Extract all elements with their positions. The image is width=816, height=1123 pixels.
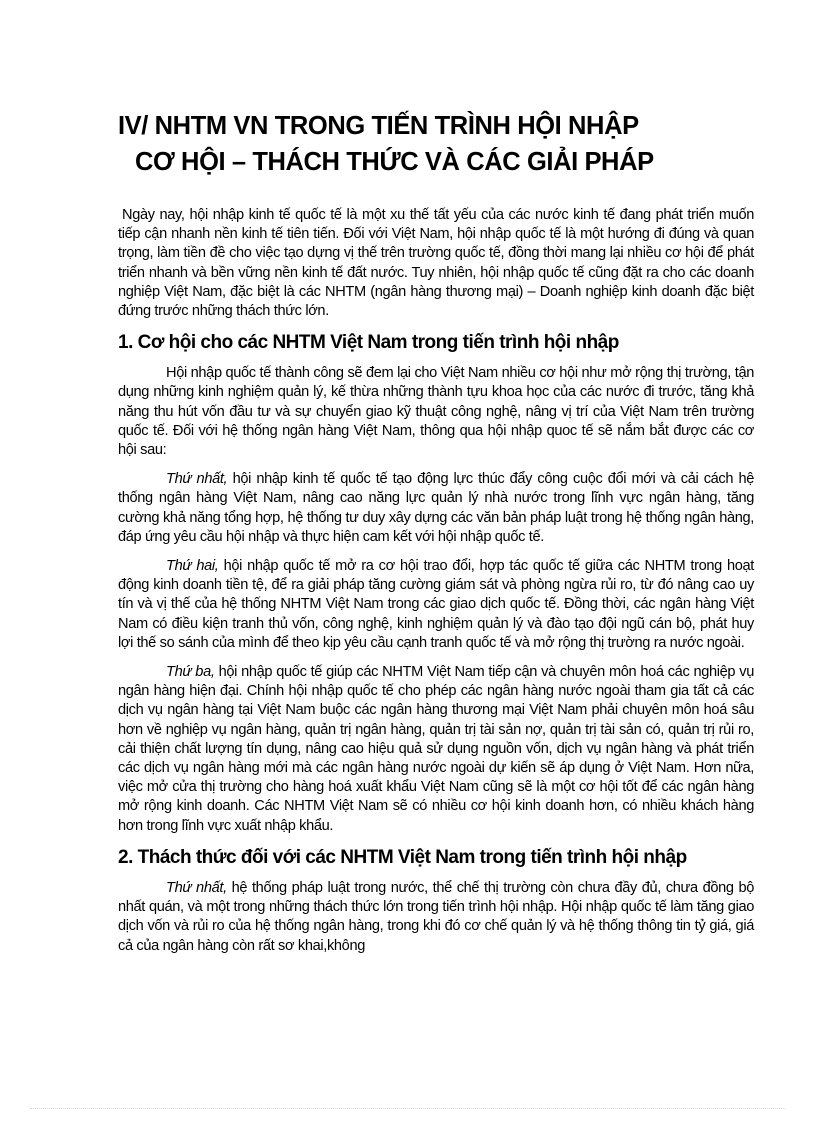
document-body bbox=[118, 206, 754, 956]
section-1-paragraph-1: Hội nhập quốc tế thành công sẽ đem lại cho Việt Nam nhiều cơ hội như mở rộng thị trường, tận dụng những kinh nghiệm quản lý, kế thừa những thành tựu khoa học của các nước đi trước, tăng khả năng thu hút vốn đầu tư và sự chuyển giao kỹ thuật công nghệ, nâng vị trí của Việt Nam trên trường quốc tế. Đối với hệ thống ngân hàng Việt Nam, thông qua hội nhập quoc tế sẽ nắm bắt được các cơ hội sau: bbox=[118, 365, 754, 459]
title-line-1: IV/ NHTM VN TRONG TIẾN TRÌNH HỘI NHẬP bbox=[118, 112, 639, 140]
section-1-paragraph-2 bbox=[118, 470, 754, 547]
paragraph-lead: Thứ ba, bbox=[166, 664, 215, 681]
paragraph-text: hội nhập quốc tế giúp các NHTM Việt Nam tiếp cận và chuyên môn hoá các nghiệp vụ ngân hàng hiện đại. Chính hội nhập quốc tế cho phép các ngân hàng nước ngoài tham gia tất cả các dịch vụ ngân hàng tại Việt Nam buộc các ngân hàng thương mại Việt Nam phải chuyên môn hoá sâu hơn về nghiệp vụ ngân hàng, quản trị ngân hàng, quản trị tài sản nợ, quản trị tài sản có, quản trị rủi ro, cải thiện chất lượng tín dụng, nâng cao hiệu quả sử dụng nguồn vốn, dịch vụ ngân hàng và phát triển các dịch vụ ngân hàng mới mà các ngân hàng nước ngoài dự kiến sẽ áp dụng ở Việt Nam. Hơn nữa, việc mở cửa thị trường cho hàng hoá xuất khẩu Việt Nam cũng sẽ là một cơ hội tốt để các ngân hàng mở rộng kinh doanh. Các NHTM Việt Nam sẽ có nhiều cơ hội kinh doanh hơn, có nhiều khách hàng hơn trong lĩnh vực xuất nhập khẩu. bbox=[118, 664, 754, 834]
section-1-paragraph-4 bbox=[118, 663, 754, 836]
paragraph-text: hội nhập quốc tế mở ra cơ hội trao đổi, hợp tác quốc tế giữa các NHTM trong hoạt động kinh doanh tiền tệ, để ra giải pháp tăng cường giám sát và phòng ngừa rủi ro, từ đó nâng cao uy tín và vị thế của hệ thống NHTM Việt Nam trong các giao dịch quốc tế. Đồng thời, các ngân hàng Việt Nam có điều kiện tranh thủ vốn, công nghệ, kinh nghiệm quản lý và đào tạo đội ngũ cán bộ, phát huy lợi thế so sánh của mình để theo kịp yêu cầu cạnh tranh quốc tế và mở rộng thị trường ra nước ngoài. bbox=[118, 558, 754, 651]
section-2-paragraph-1 bbox=[118, 879, 754, 956]
section-1-paragraph-3 bbox=[118, 557, 754, 653]
title-line-2: CƠ HỘI – THÁCH THỨC VÀ CÁC GIẢI PHÁP bbox=[135, 148, 654, 176]
document-title bbox=[118, 108, 718, 180]
paragraph-lead: Thứ hai, bbox=[166, 558, 219, 575]
intro-paragraph: Ngày nay, hội nhập kinh tế quốc tế là một xu thế tất yếu của các nước kinh tế đang phát triển muốn tiếp cận nhanh nền kinh tế tiên tiến. Đối với Việt Nam, hội nhập quốc tế là một hướng đi đúng và quan trọng, làm tiền đề cho việc tạo dựng vị thế trên trường quốc tế, đồng thời mang lại nhiều cơ hội để phát triển nhanh và bền vững nền kinh tế đất nước. Tuy nhiên, hội nhập quốc tế cũng đặt ra cho các doanh nghiệp Việt Nam, đặc biệt là các NHTM (ngân hàng thương mại) – Doanh nghiệp kinh doanh đặc biệt đứng trước những thách thức lớn. bbox=[118, 207, 754, 320]
paragraph-lead: Thứ nhất, bbox=[166, 471, 228, 488]
page-bottom-divider bbox=[30, 1108, 786, 1109]
paragraph-text: hội nhập kinh tế quốc tế tạo động lực thúc đẩy công cuộc đổi mới và cải cách hệ thống ngân hàng Việt Nam, nâng cao năng lực quản lý nhà nước trong lĩnh vực ngân hàng, tăng cường khả năng tổng hợp, hệ thống tư duy xây dựng các văn bản pháp luật trong hệ thống ngân hàng, đáp ứng yêu cầu hội nhập và thực hiện cam kết với hội nhập quốc tế. bbox=[118, 471, 754, 545]
paragraph-lead: Thứ nhất, bbox=[166, 879, 227, 896]
section-2-heading: 2. Thách thức đối với các NHTM Việt Nam trong tiến trình hội nhập bbox=[118, 846, 687, 868]
section-1-heading: 1. Cơ hội cho các NHTM Việt Nam trong tiến trình hội nhập bbox=[118, 332, 619, 354]
paragraph-text: hệ thống pháp luật trong nước, thể chế thị trường còn chưa đầy đủ, chưa đồng bộ nhất quán, và một trong những thách thức lớn trong tiến trình hội nhập. Hội nhập quốc tế làm tăng giao dịch vốn và rủi ro của hệ thống ngân hàng, trong khi đó cơ chế quản lý và hệ thống thông tin tỷ giá, giá cả của ngân hàng còn rất sơ khai,không bbox=[118, 879, 754, 954]
